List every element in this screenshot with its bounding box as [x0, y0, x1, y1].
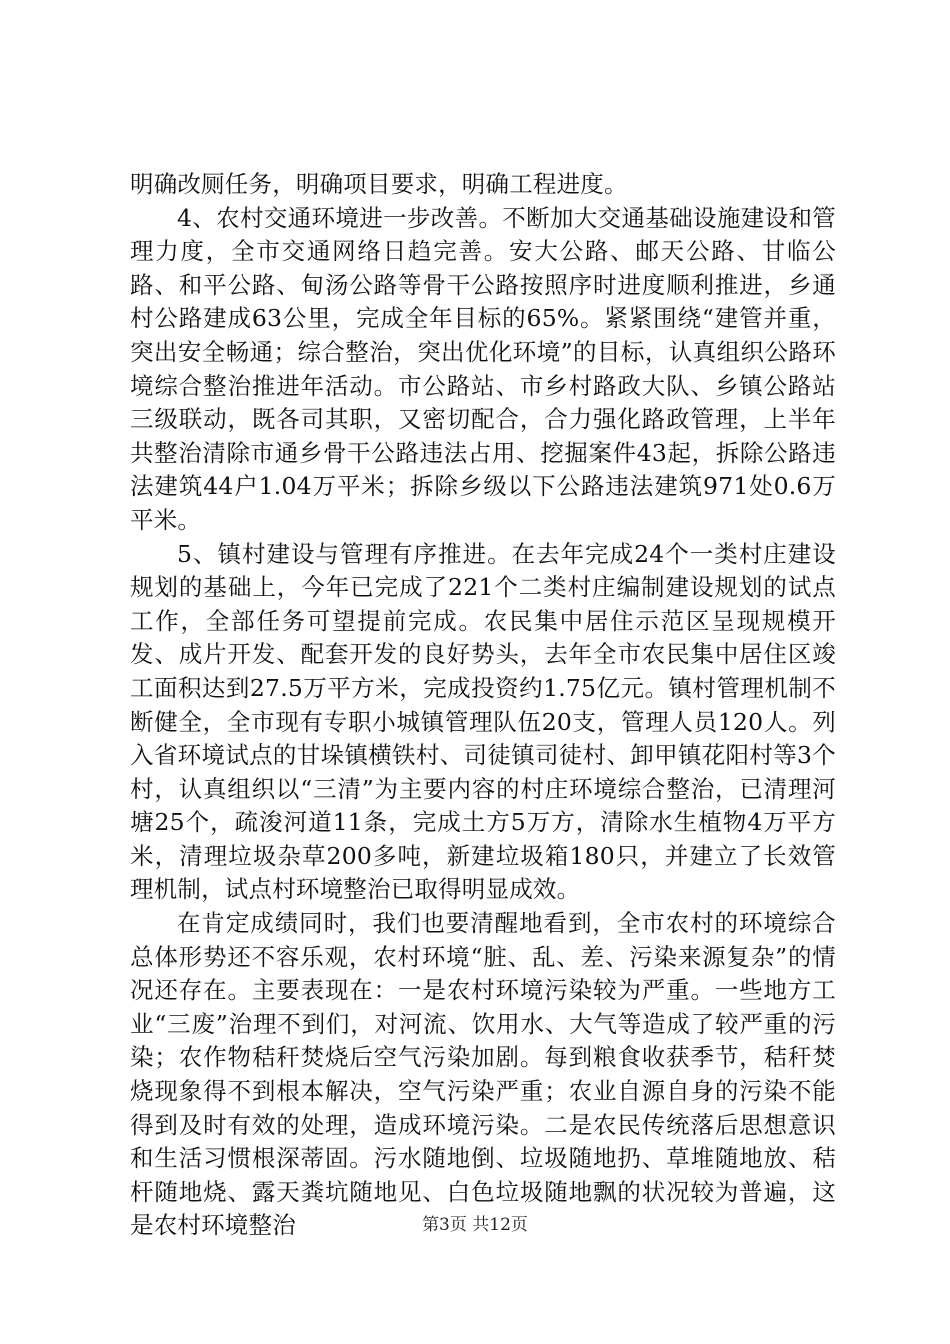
- paragraph-rural-traffic: 4、农村交通环境进一步改善。不断加大交通基础设施建设和管理力度，全市交通网络日趋完善。安大公路、邮天公路、甘临公路、和平公路、甸汤公路等骨干公路按照序时进度顺利推进，乡通村公路建成63公里，完成全年目标的65%。紧紧围绕“建管并重，突出安全畅通；综合整治，突出优化环境”的目标，认真组织公路环境综合整治推进年活动。市公路站、市乡村路政大队、乡镇公路站三级联动，既各司其职，又密切配合，合力强化路政管理，上半年共整治清除市通乡骨干公路违法占用、挖掘案件43起，拆除公路违法建筑44户1.04万平米；拆除乡级以下公路违法建筑971处0.6万平米。: [130, 203, 836, 534]
- document-body: [130, 168, 836, 1243]
- paragraph-problems: 在肯定成绩同时，我们也要清醒地看到，全市农村的环境综合总体形势还不容乐观，农村环境“脏、乱、差、污染来源复杂”的情况还存在。主要表现在：一是农村环境污染较为严重。一些地方工业“三废”治理不到们，对河流、饮用水、大气等造成了较严重的污染；农作物秸秆焚烧后空气污染加剧。每到粮食收获季节，秸秆焚烧现象得不到根本解决，空气污染严重；农业自源自身的污染不能得到及时有效的处理，造成环境污染。二是农民传统落后思想意识和生活习惯根深蒂固。污水随地倒、垃圾随地扔、草堆随地放、秸杆随地烧、露天粪坑随地见、白色垃圾随地飘的状况较为普遍，这是农村环境整治: [130, 909, 836, 1240]
- paragraph-continuation: 明确改厕任务，明确项目要求，明确工程进度。: [130, 170, 628, 198]
- paragraph-village-construction: 5、镇村建设与管理有序推进。在去年完成24个一类村庄建设规划的基础上，今年已完成了221个二类村庄编制建设规划的试点工作，全部任务可望提前完成。农民集中居住示范区呈现规模开发、成片开发、配套开发的良好势头，去年全市农民集中居住区竣工面积达到27.5万平方米，完成投资约1.75亿元。镇村管理机制不断健全，全市现有专职小城镇管理队伍20支，管理人员120人。列入省环境试点的甘垛镇横铁村、司徒镇司徒村、卸甲镇花阳村等3个村，认真组织以“三清”为主要内容的村庄环境综合整治，已清理河塘25个，疏浚河道11条，完成土方5万方，清除水生植物4万平方米，清理垃圾杂草200多吨，新建垃圾箱180只，并建立了长效管理机制，试点村环境整治已取得明显成效。: [130, 539, 836, 904]
- page-number: 第3页 共12页: [422, 1215, 528, 1235]
- page-footer: [0, 1213, 950, 1237]
